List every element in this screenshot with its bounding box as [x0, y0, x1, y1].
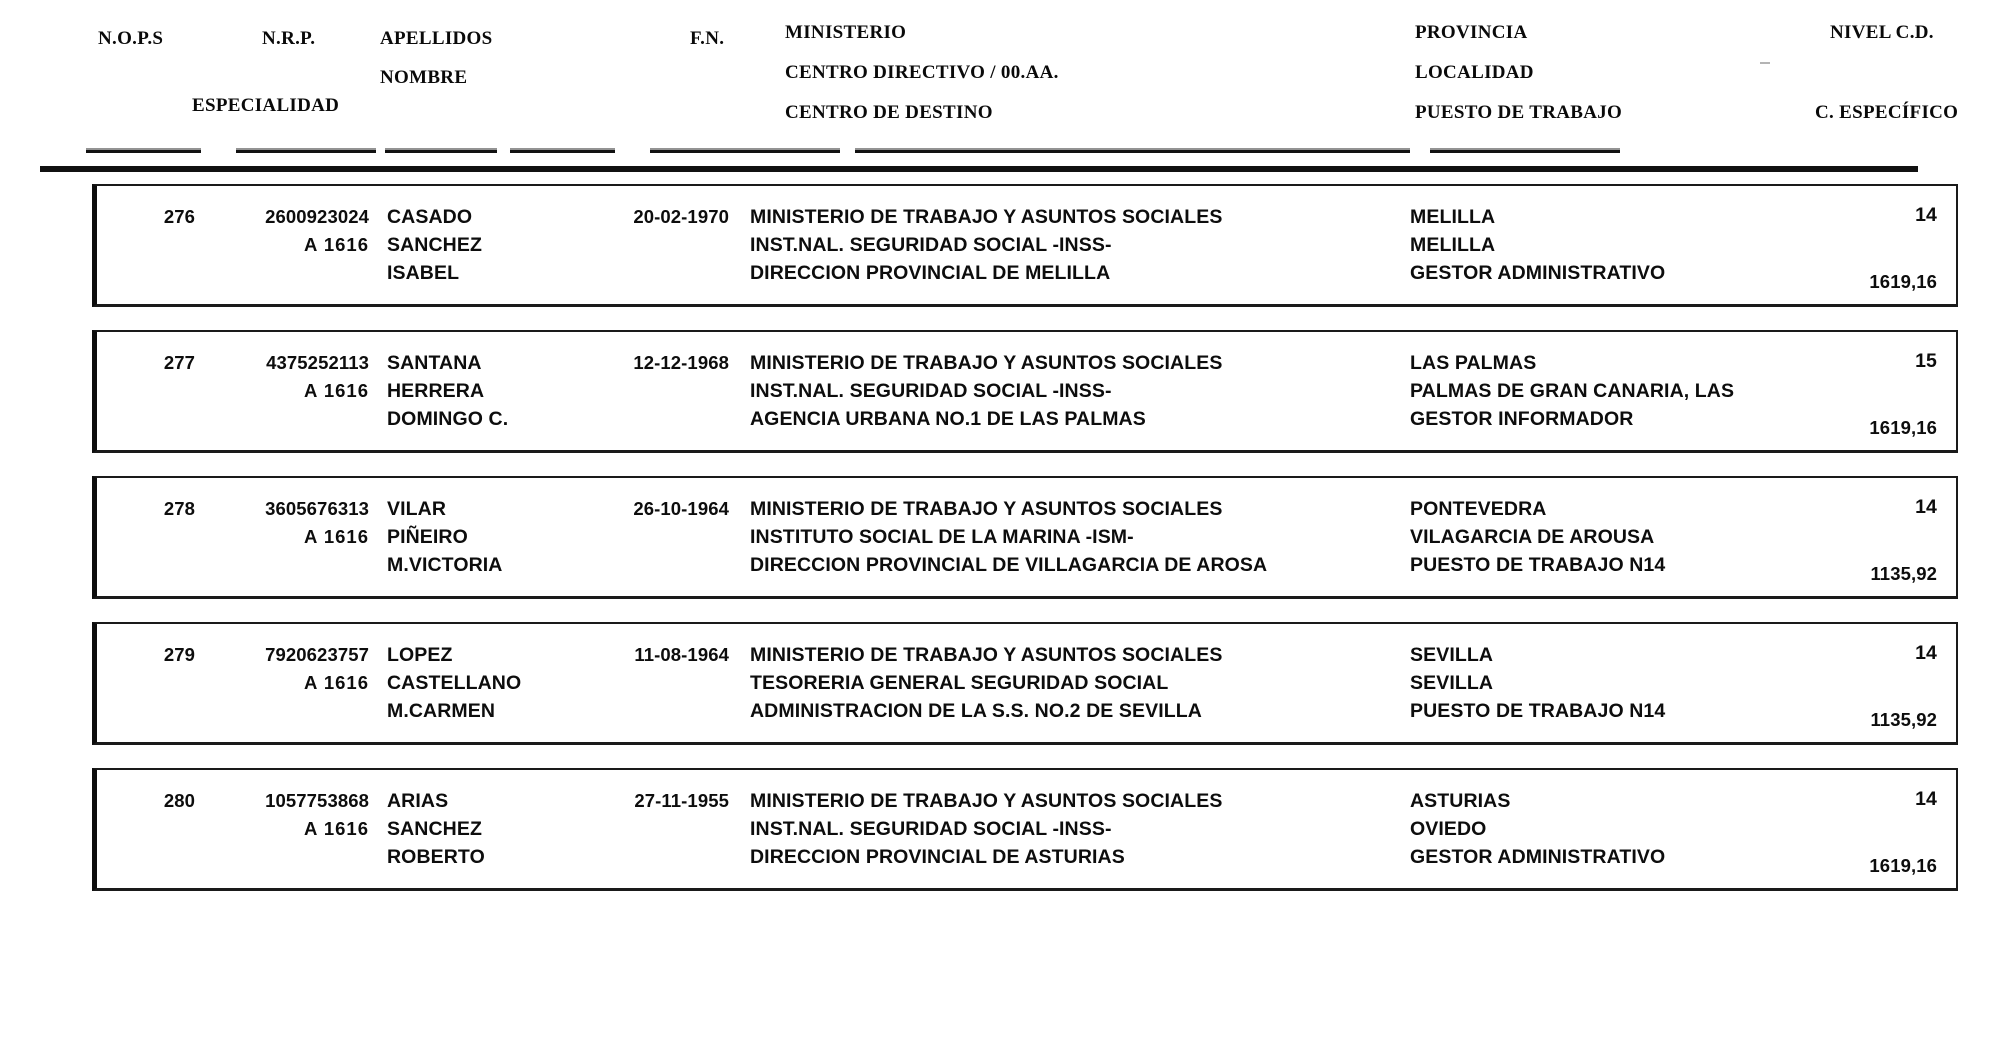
cell-centro-destino: DIRECCION PROVINCIAL DE VILLAGARCIA DE AROSA — [750, 554, 1268, 576]
cell-centro-destino: AGENCIA URBANA NO.1 DE LAS PALMAS — [750, 408, 1146, 430]
rule-segment — [1430, 150, 1620, 153]
header-nombre: NOMBRE — [380, 67, 468, 88]
cell-localidad: OVIEDO — [1410, 818, 1487, 840]
cell-nombre: M.CARMEN — [387, 700, 496, 722]
table-row[interactable] — [92, 622, 1958, 745]
cell-puesto-trabajo: GESTOR ADMINISTRATIVO — [1410, 846, 1666, 868]
cell-especialidad: A 1616 — [304, 380, 369, 401]
cell-c-especifico: 1619,16 — [1869, 417, 1937, 438]
cell-centro-directivo: INSTITUTO SOCIAL DE LA MARINA -ISM- — [750, 526, 1134, 548]
header-centro-directivo: CENTRO DIRECTIVO / 00.AA. — [785, 62, 1059, 83]
cell-localidad: PALMAS DE GRAN CANARIA, LAS — [1410, 380, 1735, 402]
cell-ministerio: MINISTERIO DE TRABAJO Y ASUNTOS SOCIALES — [750, 498, 1223, 520]
cell-centro-directivo: TESORERIA GENERAL SEGURIDAD SOCIAL — [750, 672, 1169, 694]
cell-centro-destino: DIRECCION PROVINCIAL DE MELILLA — [750, 262, 1111, 284]
cell-provincia: LAS PALMAS — [1410, 352, 1537, 374]
cell-apellido1: ARIAS — [387, 790, 449, 812]
cell-nivel-cd: 14 — [1915, 788, 1937, 810]
cell-ministerio: MINISTERIO DE TRABAJO Y ASUNTOS SOCIALES — [750, 644, 1223, 666]
cell-centro-directivo: INST.NAL. SEGURIDAD SOCIAL -INSS- — [750, 234, 1112, 256]
header-especialidad: ESPECIALIDAD — [192, 95, 340, 116]
header-divider — [40, 166, 1918, 172]
cell-puesto-trabajo: PUESTO DE TRABAJO N14 — [1410, 554, 1666, 576]
cell-localidad: VILAGARCIA DE AROUSA — [1410, 526, 1655, 548]
record-list — [92, 184, 1958, 891]
rule-segment — [510, 150, 615, 153]
cell-provincia: PONTEVEDRA — [1410, 498, 1547, 520]
cell-provincia: MELILLA — [1410, 206, 1496, 228]
cell-especialidad: A 1616 — [304, 818, 369, 839]
cell-nops: 279 — [163, 644, 195, 665]
cell-nivel-cd: 14 — [1915, 642, 1937, 664]
cell-ministerio: MINISTERIO DE TRABAJO Y ASUNTOS SOCIALES — [750, 790, 1223, 812]
cell-nops: 278 — [163, 498, 195, 519]
header-c-especifico: C. ESPECÍFICO — [1815, 102, 1959, 123]
header-centro-destino: CENTRO DE DESTINO — [785, 102, 993, 123]
header-underline-rules — [40, 150, 1960, 164]
cell-nrp: 2600923024 — [265, 206, 369, 227]
cell-fecha-nacimiento: 26-10-1964 — [633, 498, 729, 519]
cell-provincia: ASTURIAS — [1410, 790, 1511, 812]
cell-centro-directivo: INST.NAL. SEGURIDAD SOCIAL -INSS- — [750, 380, 1112, 402]
rule-segment — [86, 150, 201, 153]
cell-nops: 276 — [163, 206, 195, 227]
cell-apellido2: PIÑEIRO — [387, 526, 468, 548]
rule-segment — [385, 150, 497, 153]
cell-apellido1: SANTANA — [387, 352, 482, 374]
cell-provincia: SEVILLA — [1410, 644, 1494, 666]
table-row[interactable] — [92, 330, 1958, 453]
cell-nivel-cd: 14 — [1915, 204, 1937, 226]
cell-localidad: MELILLA — [1410, 234, 1496, 256]
header-nivel-cd: NIVEL C.D. — [1830, 22, 1934, 43]
cell-fecha-nacimiento: 11-08-1964 — [634, 644, 729, 665]
header-nrp: N.R.P. — [262, 28, 316, 49]
cell-c-especifico: 1135,92 — [1870, 563, 1937, 584]
rule-segment — [236, 150, 376, 153]
cell-c-especifico: 1619,16 — [1869, 855, 1937, 876]
cell-centro-destino: DIRECCION PROVINCIAL DE ASTURIAS — [750, 846, 1125, 868]
cell-apellido2: SANCHEZ — [387, 818, 482, 840]
header-fn: F.N. — [690, 28, 725, 49]
cell-nrp: 1057753868 — [265, 790, 369, 811]
header-nops: N.O.P.S — [98, 28, 164, 49]
cell-nombre: M.VICTORIA — [387, 554, 503, 576]
cell-puesto-trabajo: PUESTO DE TRABAJO N14 — [1410, 700, 1666, 722]
cell-apellido1: LOPEZ — [387, 644, 453, 666]
table-row[interactable] — [92, 476, 1958, 599]
cell-localidad: SEVILLA — [1410, 672, 1494, 694]
cell-apellido2: HERRERA — [387, 380, 485, 402]
cell-nrp: 3605676313 — [265, 498, 369, 519]
cell-ministerio: MINISTERIO DE TRABAJO Y ASUNTOS SOCIALES — [750, 352, 1223, 374]
header-apellidos: APELLIDOS — [380, 28, 493, 49]
header-localidad: LOCALIDAD — [1415, 62, 1534, 83]
cell-especialidad: A 1616 — [304, 526, 369, 547]
cell-fecha-nacimiento: 27-11-1955 — [634, 790, 729, 811]
cell-nombre: ROBERTO — [387, 846, 485, 868]
rule-segment — [650, 150, 840, 153]
cell-fecha-nacimiento: 12-12-1968 — [633, 352, 729, 373]
cell-nombre: DOMINGO C. — [387, 408, 509, 430]
header-provincia: PROVINCIA — [1415, 22, 1528, 43]
header-ministerio: MINISTERIO — [785, 22, 907, 43]
cell-ministerio: MINISTERIO DE TRABAJO Y ASUNTOS SOCIALES — [750, 206, 1223, 228]
table-row[interactable] — [92, 184, 1958, 307]
cell-fecha-nacimiento: 20-02-1970 — [633, 206, 729, 227]
cell-apellido1: CASADO — [387, 206, 473, 228]
cell-nrp: 7920623757 — [265, 644, 369, 665]
cell-apellido2: CASTELLANO — [387, 672, 522, 694]
cell-centro-directivo: INST.NAL. SEGURIDAD SOCIAL -INSS- — [750, 818, 1112, 840]
cell-centro-destino: ADMINISTRACION DE LA S.S. NO.2 DE SEVILLA — [750, 700, 1202, 722]
table-row[interactable] — [92, 768, 1958, 891]
cell-c-especifico: 1135,92 — [1870, 709, 1937, 730]
cell-apellido1: VILAR — [387, 498, 446, 520]
cell-nivel-cd: 14 — [1915, 496, 1937, 518]
cell-nrp: 4375252113 — [266, 352, 369, 373]
cell-especialidad: A 1616 — [304, 234, 369, 255]
cell-nops: 280 — [163, 790, 195, 811]
rule-segment — [855, 150, 1410, 153]
header-puesto-trabajo: PUESTO DE TRABAJO — [1415, 102, 1623, 123]
cell-puesto-trabajo: GESTOR ADMINISTRATIVO — [1410, 262, 1666, 284]
cell-puesto-trabajo: GESTOR INFORMADOR — [1410, 408, 1634, 430]
cell-nivel-cd: 15 — [1915, 350, 1937, 372]
cell-nops: 277 — [163, 352, 195, 373]
cell-nombre: ISABEL — [387, 262, 460, 284]
cell-c-especifico: 1619,16 — [1869, 271, 1937, 292]
cell-especialidad: A 1616 — [304, 672, 369, 693]
cell-apellido2: SANCHEZ — [387, 234, 482, 256]
table-header — [40, 0, 1960, 150]
scan-speck — [1760, 62, 1770, 64]
